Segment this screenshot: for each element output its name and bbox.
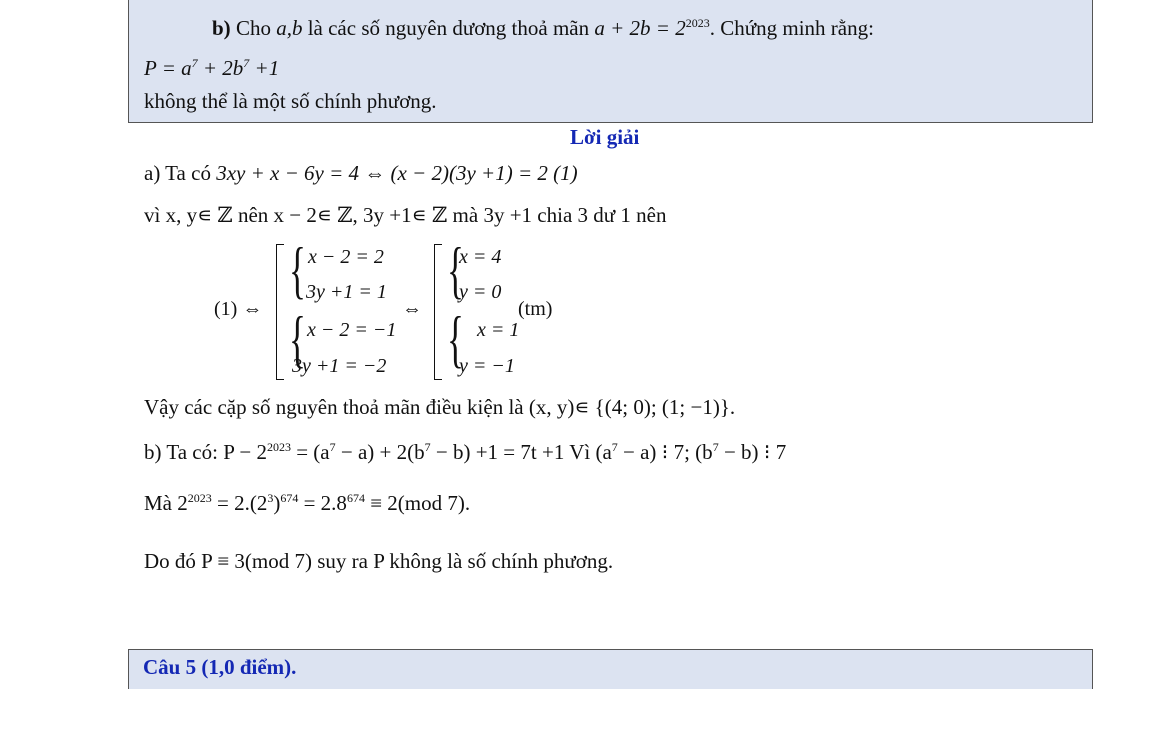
next-question-title: Câu 5 (1,0 điểm). [143,655,297,679]
b2-exp4: 674 [346,491,365,505]
p-expr-part-1: P = a [144,56,192,80]
b1-exp1: 2023 [266,440,291,454]
b2-part-d: = 2.8 [298,491,347,515]
b1-part-d: − b) +1 = 7t +1 Vì (a [430,440,612,464]
b1-part-c: − a) + 2(b [335,440,425,464]
solution-heading: Lời giải [570,125,640,149]
b2-exp3: 674 [280,491,299,505]
problem-vars: a,b [276,16,303,40]
b1-part-f: − b) ⁝ 7 [718,440,787,464]
problem-b-label: b) [212,16,231,40]
b1-part-a: b) Ta có: P − 2 [144,440,267,464]
solution-a-equation: 3xy + x − 6y = 4 ⇔ (x − 2)(3y +1) = 2 (1) [216,161,578,185]
solution-b-line3: Do đó P ≡ 3(mod 7) suy ra P không là số chính phương. [144,549,614,573]
system-reference: (1) ⇔ [214,298,263,320]
problem-text-2: là các số nguyên dương thoả mãn [307,16,590,40]
p-exp-2: 7 [243,56,250,70]
p-expr-part-2: + 2b [197,56,244,80]
outer-bracket-left [276,244,284,380]
b2-part-b: = 2.(2 [211,491,268,515]
solution-a-line1 [144,163,578,184]
solution-a-conclusion: Vậy các cặp số nguyên thoả mãn điều kiện là (x, y)∊ {(4; 0); (1; −1)}. [144,395,736,419]
brace-1: { [289,234,306,305]
b1-exp5: 7 [712,440,719,454]
brace-4: { [447,303,464,374]
solution-a-intro: a) Ta có [144,161,211,185]
problem-b-conclusion: không thể là một số chính phương. [144,89,437,113]
system1-row4: 3y +1 = −2 [292,355,387,377]
solution-a-line2: vì x, y∊ ℤ nên x − 2∊ ℤ, 3y +1∊ ℤ mà 3y +1 chia 3 dư 1 nên [144,203,667,227]
problem-equation-exponent: 2023 [685,16,710,30]
b1-exp2: 7 [329,440,336,454]
system-equiv: ⇔ [402,298,422,320]
system1-row2: 3y +1 = 1 [306,281,387,303]
b2-part-a: Mà 2 [144,491,188,515]
b2-part-c: ) [273,491,281,515]
problem-text-1: Cho [235,16,271,40]
brace-3: { [447,234,464,305]
b2-exp2: 3 [267,491,274,505]
outer-bracket-right [434,244,442,380]
b1-part-e: − a) ⁝ 7; (b [617,440,713,464]
b1-part-b: = (a [290,440,330,464]
b2-exp1: 2023 [187,491,212,505]
system1-row1: x − 2 = 2 [308,246,384,268]
b1-exp3: 7 [424,440,431,454]
solution-b-line1 [144,442,786,463]
p-expr-part-3: +1 [249,56,280,80]
system-tm: (tm) [518,298,553,320]
system2-row2: y = 0 [459,281,502,303]
problem-text-3: . Chứng minh rằng: [709,16,874,40]
b1-exp4: 7 [611,440,618,454]
problem-b-statement [212,18,874,39]
system2-row4: y = −1 [459,355,515,377]
problem-equation: a + 2b = 2 [594,16,686,40]
system2-row1: x = 4 [459,246,502,268]
b2-part-e: ≡ 2(mod 7). [364,491,471,515]
p-expression [144,58,279,79]
system1-row3: x − 2 = −1 [307,319,397,341]
solution-b-line2 [144,493,470,514]
system2-row3: x = 1 [477,319,520,341]
brace-2: { [289,303,306,374]
p-exp-1: 7 [191,56,198,70]
